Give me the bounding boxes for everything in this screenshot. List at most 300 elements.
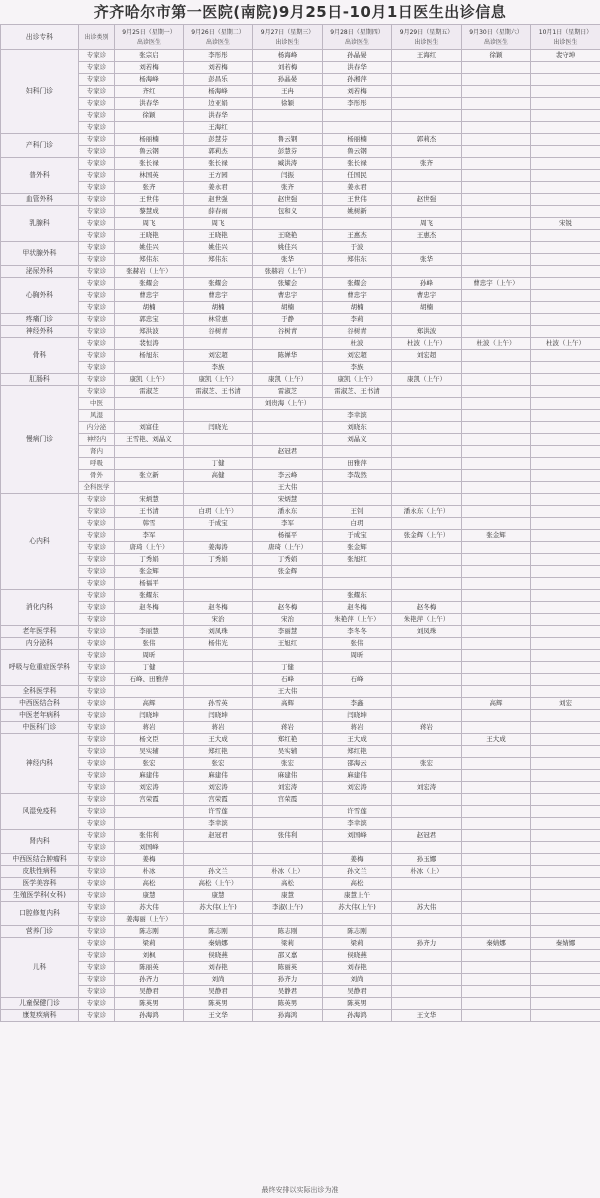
doctor-cell: [323, 566, 392, 578]
dept-name: 心内科: [1, 494, 79, 590]
doctor-cell: [531, 302, 600, 314]
doctor-cell: 杨福平: [115, 578, 184, 590]
dept-name: 血管外科: [1, 194, 79, 206]
doctor-cell: 杜波（上午）: [392, 338, 462, 350]
doctor-cell: 刘宏超: [392, 350, 462, 362]
doctor-cell: 陈婵华: [253, 350, 323, 362]
clinic-type: 专家诊: [79, 878, 115, 890]
doctor-cell: 赵冬梅: [323, 602, 392, 614]
doctor-cell: 张长禄: [115, 158, 184, 170]
dept-name: 营养门诊: [1, 926, 79, 938]
doctor-cell: [184, 662, 253, 674]
clinic-type: 专家诊: [79, 650, 115, 662]
table-row: [1, 854, 600, 866]
clinic-type: 专家诊: [79, 362, 115, 374]
doctor-cell: 李淑(上午): [253, 902, 323, 914]
doctor-cell: 刘宏超: [323, 350, 392, 362]
doctor-cell: 张伟利: [115, 830, 184, 842]
clinic-type: 专家诊: [79, 974, 115, 986]
doctor-cell: 朱艳萍（上午）: [323, 614, 392, 626]
table-row: [1, 758, 600, 770]
table-row: [1, 698, 600, 710]
doctor-cell: [392, 110, 462, 122]
doctor-cell: 胡楠: [323, 302, 392, 314]
doctor-cell: [184, 398, 253, 410]
doctor-cell: 闫晓坤: [115, 710, 184, 722]
doctor-cell: 李族: [323, 362, 392, 374]
doctor-cell: [531, 914, 600, 926]
doctor-cell: 杜波: [323, 338, 392, 350]
doctor-cell: [462, 146, 531, 158]
table-row: [1, 782, 600, 794]
doctor-cell: [462, 854, 531, 866]
doctor-cell: [392, 662, 462, 674]
table-row: [1, 650, 600, 662]
doctor-cell: 陈英男: [253, 998, 323, 1010]
table-row: [1, 254, 600, 266]
doctor-cell: [392, 998, 462, 1010]
table-row: [1, 674, 600, 686]
clinic-type: 专家诊: [79, 542, 115, 554]
doctor-cell: 周飞: [392, 218, 462, 230]
doctor-cell: [253, 434, 323, 446]
doctor-cell: [392, 458, 462, 470]
table-row: [1, 986, 600, 998]
table-row: [1, 662, 600, 674]
dept-name: 骨科: [1, 338, 79, 374]
doctor-cell: 鲁云钢: [323, 146, 392, 158]
clinic-type: 专家诊: [79, 170, 115, 182]
doctor-cell: 闫晓坤: [184, 710, 253, 722]
table-header: [1, 25, 600, 50]
doctor-cell: 姜梅: [115, 854, 184, 866]
doctor-cell: [392, 986, 462, 998]
dept-name: 中西医结合科: [1, 698, 79, 710]
doctor-cell: [392, 86, 462, 98]
doctor-cell: 丁秀娟: [184, 554, 253, 566]
doctor-cell: [253, 710, 323, 722]
doctor-cell: 丁秀娟: [253, 554, 323, 566]
header-day: [323, 25, 392, 50]
table-row: [1, 62, 600, 74]
doctor-cell: 彭慧芬: [253, 146, 323, 158]
doctor-cell: [531, 818, 600, 830]
doctor-cell: 张赫岩（上午）: [253, 266, 323, 278]
doctor-cell: 李幸滨: [323, 818, 392, 830]
doctor-cell: 张赫岩（上午）: [115, 266, 184, 278]
doctor-cell: 曹忠宇: [392, 290, 462, 302]
doctor-cell: [392, 734, 462, 746]
doctor-cell: 刘凤珠: [392, 626, 462, 638]
doctor-cell: 康凯（上午）: [184, 374, 253, 386]
doctor-cell: 鲁云钢: [253, 134, 323, 146]
clinic-type: 专家诊: [79, 962, 115, 974]
doctor-cell: [392, 554, 462, 566]
doctor-cell: [253, 914, 323, 926]
doctor-cell: [115, 806, 184, 818]
doctor-cell: [531, 158, 600, 170]
doctor-cell: [392, 494, 462, 506]
doctor-cell: [184, 482, 253, 494]
doctor-cell: [184, 650, 253, 662]
doctor-cell: 孙晶晏: [253, 74, 323, 86]
doctor-cell: [115, 446, 184, 458]
doctor-cell: 吴实辅: [253, 746, 323, 758]
doctor-cell: 胡楠: [115, 302, 184, 314]
doctor-cell: [531, 86, 600, 98]
doctor-cell: 陈英男: [323, 998, 392, 1010]
clinic-type: 专家诊: [79, 590, 115, 602]
doctor-cell: [392, 770, 462, 782]
doctor-cell: [531, 626, 600, 638]
clinic-type: 专家诊: [79, 866, 115, 878]
doctor-cell: 王冉: [253, 86, 323, 98]
doctor-cell: [462, 974, 531, 986]
doctor-cell: [531, 530, 600, 542]
doctor-cell: 齐红: [115, 86, 184, 98]
doctor-cell: 赵世强: [184, 194, 253, 206]
doctor-cell: 边亚娟: [184, 98, 253, 110]
doctor-cell: 李鑫: [323, 698, 392, 710]
header-dept: 出诊专科: [1, 25, 79, 50]
doctor-cell: [531, 998, 600, 1010]
doctor-cell: [392, 914, 462, 926]
doctor-cell: 张金辉: [462, 530, 531, 542]
clinic-type: 专家诊: [79, 986, 115, 998]
table-row: [1, 638, 600, 650]
table-row: [1, 122, 600, 134]
table-row: [1, 518, 600, 530]
doctor-cell: [115, 686, 184, 698]
table-row: [1, 422, 600, 434]
doctor-cell: [462, 518, 531, 530]
doctor-cell: 李莉: [323, 314, 392, 326]
doctor-cell: [392, 518, 462, 530]
clinic-type: 专家诊: [79, 938, 115, 950]
doctor-cell: [184, 338, 253, 350]
doctor-cell: [531, 74, 600, 86]
doctor-cell: [531, 830, 600, 842]
doctor-cell: 丁健: [115, 662, 184, 674]
doctor-cell: [531, 842, 600, 854]
doctor-cell: [462, 806, 531, 818]
doctor-cell: [462, 746, 531, 758]
doctor-cell: [531, 590, 600, 602]
doctor-cell: [392, 434, 462, 446]
doctor-cell: [323, 122, 392, 134]
doctor-cell: [462, 230, 531, 242]
doctor-cell: 丁秀娟: [115, 554, 184, 566]
table-row: [1, 914, 600, 926]
doctor-cell: [392, 62, 462, 74]
doctor-cell: 李冬冬: [323, 626, 392, 638]
clinic-type: 专家诊: [79, 146, 115, 158]
doctor-cell: 姚佳兴: [184, 242, 253, 254]
doctor-cell: [462, 458, 531, 470]
doctor-cell: 张华: [392, 254, 462, 266]
doctor-cell: 闫振: [253, 170, 323, 182]
table-row: [1, 326, 600, 338]
doctor-cell: 王旭红: [253, 638, 323, 650]
doctor-cell: 梁莉: [253, 938, 323, 950]
doctor-cell: [392, 98, 462, 110]
header-day-sub: 出诊医生: [414, 38, 439, 46]
clinic-type: 专家诊: [79, 734, 115, 746]
doctor-cell: 姜海丽（上午）: [115, 914, 184, 926]
doctor-cell: [462, 386, 531, 398]
doctor-cell: [531, 506, 600, 518]
doctor-cell: 吴静君: [184, 986, 253, 998]
doctor-cell: [462, 206, 531, 218]
dept-name: 心胸外科: [1, 278, 79, 314]
doctor-cell: [462, 422, 531, 434]
doctor-cell: [462, 494, 531, 506]
dept-name: 产科门诊: [1, 134, 79, 158]
doctor-cell: 闫晓光: [184, 422, 253, 434]
doctor-cell: 彭昌乐: [184, 74, 253, 86]
doctor-cell: [184, 434, 253, 446]
clinic-type: 专家诊: [79, 998, 115, 1010]
table-row: [1, 50, 600, 62]
doctor-cell: 胡楠: [184, 302, 253, 314]
doctor-cell: 高松: [253, 878, 323, 890]
doctor-cell: [462, 542, 531, 554]
doctor-cell: 周昕: [115, 650, 184, 662]
doctor-cell: [392, 962, 462, 974]
table-row: [1, 218, 600, 230]
doctor-cell: 高健: [184, 470, 253, 482]
doctor-cell: [531, 710, 600, 722]
doctor-cell: 郑红艳: [323, 746, 392, 758]
table-row: [1, 530, 600, 542]
clinic-type: 专家诊: [79, 494, 115, 506]
clinic-type: 专家诊: [79, 86, 115, 98]
doctor-cell: [531, 806, 600, 818]
doctor-cell: [531, 686, 600, 698]
clinic-type: 内分泌: [79, 422, 115, 434]
doctor-cell: [392, 794, 462, 806]
doctor-cell: 于静: [253, 314, 323, 326]
doctor-cell: 王海红: [184, 122, 253, 134]
doctor-cell: 苏大伟(上午): [184, 902, 253, 914]
doctor-cell: [531, 518, 600, 530]
doctor-cell: 赵冬梅: [392, 602, 462, 614]
doctor-cell: [531, 242, 600, 254]
dept-name: 老年医学科: [1, 626, 79, 638]
clinic-type: 专家诊: [79, 230, 115, 242]
doctor-cell: 于波: [323, 242, 392, 254]
doctor-cell: [392, 674, 462, 686]
clinic-type: 专家诊: [79, 266, 115, 278]
doctor-cell: 王世伟: [115, 194, 184, 206]
dept-name: 普外科: [1, 158, 79, 194]
doctor-cell: 张宗启: [115, 50, 184, 62]
doctor-cell: 白玥: [323, 518, 392, 530]
doctor-cell: [462, 314, 531, 326]
header-day-sub: 出诊医生: [483, 38, 508, 46]
doctor-cell: [392, 590, 462, 602]
doctor-cell: [462, 602, 531, 614]
doctor-cell: [253, 842, 323, 854]
table-row: [1, 146, 600, 158]
header-day: [531, 25, 600, 50]
clinic-type: 专家诊: [79, 1010, 115, 1022]
table-row: [1, 950, 600, 962]
doctor-cell: [392, 878, 462, 890]
clinic-type: 专家诊: [79, 770, 115, 782]
doctor-cell: [531, 902, 600, 914]
dept-name: 全科医学科: [1, 686, 79, 698]
doctor-cell: [462, 62, 531, 74]
header-day-sub: 出诊医生: [136, 38, 161, 46]
doctor-cell: 姜梅: [323, 854, 392, 866]
table-row: [1, 686, 600, 698]
clinic-type: 专家诊: [79, 914, 115, 926]
doctor-cell: [462, 842, 531, 854]
doctor-cell: [462, 722, 531, 734]
doctor-cell: 曹忠宇: [253, 290, 323, 302]
doctor-cell: [323, 110, 392, 122]
doctor-cell: 孙齐力: [392, 938, 462, 950]
table-row: [1, 302, 600, 314]
doctor-cell: [462, 506, 531, 518]
doctor-cell: 田雅萍: [323, 458, 392, 470]
doctor-cell: 陈志刚: [115, 926, 184, 938]
doctor-cell: 赵冬梅: [115, 602, 184, 614]
dept-name: 乳腺科: [1, 206, 79, 242]
doctor-cell: [531, 458, 600, 470]
dept-name: 口腔修复内科: [1, 902, 79, 926]
header-day-date: 9月27日（星期三）: [260, 28, 315, 36]
table-row: [1, 170, 600, 182]
doctor-cell: [531, 926, 600, 938]
doctor-cell: [462, 650, 531, 662]
doctor-cell: [115, 818, 184, 830]
header-day-sub: 出诊医生: [553, 38, 578, 46]
clinic-type: 专家诊: [79, 506, 115, 518]
dept-name: 甲状腺外科: [1, 242, 79, 266]
table-row: [1, 710, 600, 722]
doctor-cell: 刘若梅: [323, 86, 392, 98]
doctor-cell: 杨文臣: [115, 734, 184, 746]
doctor-cell: 梁莉: [323, 938, 392, 950]
header-day: [184, 25, 253, 50]
doctor-cell: [253, 122, 323, 134]
dept-name: 呼吸与危重症医学科: [1, 650, 79, 686]
doctor-cell: 郑洪波: [115, 326, 184, 338]
doctor-cell: [462, 134, 531, 146]
doctor-cell: [392, 578, 462, 590]
doctor-cell: 宋治: [184, 614, 253, 626]
doctor-cell: [184, 530, 253, 542]
table-row: [1, 314, 600, 326]
doctor-cell: 秦婧娜: [184, 938, 253, 950]
doctor-cell: 宋炳慧: [115, 494, 184, 506]
doctor-cell: 张长禄: [323, 158, 392, 170]
clinic-type: 专家诊: [79, 350, 115, 362]
doctor-cell: [462, 710, 531, 722]
doctor-cell: [184, 566, 253, 578]
doctor-cell: 苏大伟(上午): [323, 902, 392, 914]
doctor-cell: [392, 542, 462, 554]
doctor-cell: 杨伟光: [184, 638, 253, 650]
doctor-cell: 陈志刚: [253, 926, 323, 938]
doctor-cell: 孙海鸿: [323, 1010, 392, 1022]
table-row: [1, 590, 600, 602]
table-row: [1, 134, 600, 146]
doctor-cell: 胡楠: [392, 302, 462, 314]
table-row: [1, 182, 600, 194]
doctor-cell: 宋锐: [531, 218, 600, 230]
doctor-cell: [462, 194, 531, 206]
table-row: [1, 542, 600, 554]
doctor-cell: 李彤彤: [323, 98, 392, 110]
clinic-type: 肾内: [79, 446, 115, 458]
table-row: [1, 194, 600, 206]
dept-name: 肛肠科: [1, 374, 79, 386]
doctor-cell: 张伟: [323, 638, 392, 650]
clinic-type: 专家诊: [79, 662, 115, 674]
doctor-cell: [462, 1010, 531, 1022]
doctor-cell: 李哉然: [323, 470, 392, 482]
doctor-cell: [531, 350, 600, 362]
doctor-cell: 石峰、田雅萍: [115, 674, 184, 686]
header-day-date: 10月1日（星期日）: [538, 28, 593, 36]
doctor-cell: 陈丽英: [253, 962, 323, 974]
doctor-cell: [531, 494, 600, 506]
clinic-type: 专家诊: [79, 194, 115, 206]
doctor-cell: [531, 446, 600, 458]
clinic-type: 专家诊: [79, 710, 115, 722]
doctor-cell: 赵世强: [253, 194, 323, 206]
clinic-type: 专家诊: [79, 74, 115, 86]
clinic-type: 专家诊: [79, 902, 115, 914]
doctor-cell: 张耀会: [184, 278, 253, 290]
doctor-cell: 孙海鸿: [253, 1010, 323, 1022]
doctor-cell: 洪春华: [115, 98, 184, 110]
clinic-type: 专家诊: [79, 110, 115, 122]
table-row: [1, 890, 600, 902]
clinic-type: 专家诊: [79, 134, 115, 146]
doctor-cell: [253, 590, 323, 602]
doctor-cell: [392, 446, 462, 458]
table-row: [1, 362, 600, 374]
doctor-cell: 杨丽楠: [323, 134, 392, 146]
doctor-cell: [531, 662, 600, 674]
doctor-cell: 雷淑芝: [253, 386, 323, 398]
doctor-cell: [531, 638, 600, 650]
doctor-cell: [392, 422, 462, 434]
doctor-cell: [184, 266, 253, 278]
doctor-cell: [323, 266, 392, 278]
doctor-cell: 赵冬梅: [184, 602, 253, 614]
header-day-date: 9月28日（星期四）: [330, 28, 384, 36]
doctor-cell: [115, 398, 184, 410]
doctor-cell: 王大伟: [253, 482, 323, 494]
doctor-cell: [253, 218, 323, 230]
clinic-type: 专家诊: [79, 278, 115, 290]
doctor-cell: [462, 638, 531, 650]
doctor-cell: 李彤彤: [184, 50, 253, 62]
header-type: 出诊类别: [79, 25, 115, 50]
doctor-cell: [392, 566, 462, 578]
doctor-cell: [392, 398, 462, 410]
doctor-cell: 刘晶义: [323, 434, 392, 446]
doctor-cell: [462, 962, 531, 974]
doctor-cell: 张金辉: [253, 566, 323, 578]
doctor-cell: 郭莉杰: [184, 146, 253, 158]
clinic-type: 专家诊: [79, 722, 115, 734]
